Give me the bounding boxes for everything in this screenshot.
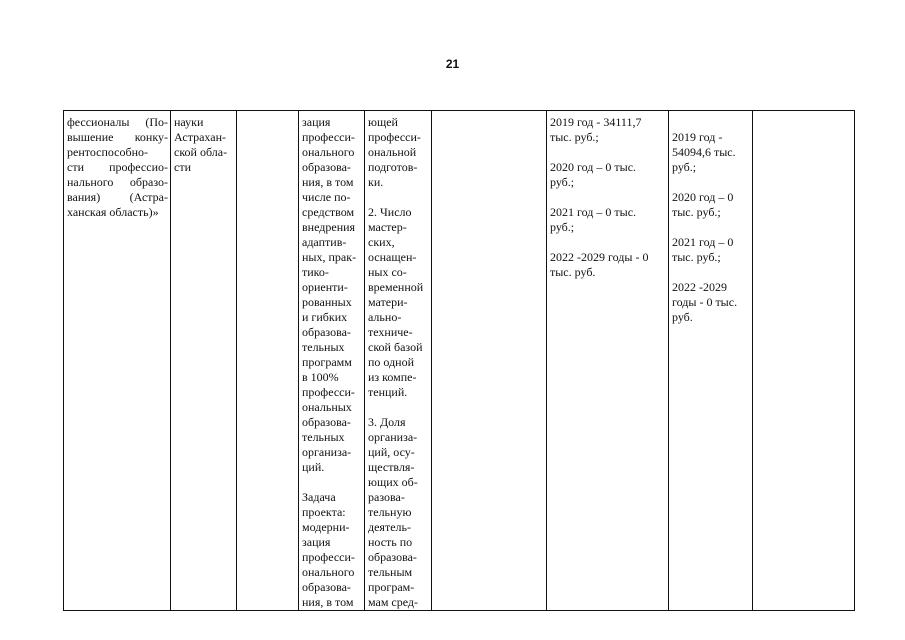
page-number: 21: [445, 57, 460, 71]
project-name-line: сти профессио-: [67, 160, 168, 174]
program-table: [63, 110, 855, 611]
goal-text: зация професси- онального образова- ния, в том числе по- средством внедрения адаптив- ных, прак- тико- ориенти- рованных и гибких образова- тельных программ в 100% професси- ональных образова- тельных организа- ций. Задача проекта: модерни- зация професси- онального образова- ния, в том: [302, 115, 357, 609]
indicators-text: ющей професси- ональной подготов- ки. 2. Число мастер- ских, оснащен- ных со- временной матери- ально- техниче- ской базой по одной из компе- тенций. 3. Доля организа- ций, осу- ществля- ющих об- разова- тельную деятель- ность по образова- тельным програм- мам сред-: [368, 115, 424, 609]
project-name-line: нального образо-: [67, 175, 168, 189]
table-cell-empty-9: [753, 111, 855, 611]
project-name-text: [67, 115, 168, 220]
table-cell-indicators: [365, 111, 432, 611]
project-name-line: ханская область)»: [67, 205, 159, 219]
funding-federal-text: 2019 год - 34111,7 тыс. руб.; 2020 год – 0 тыс. руб.; 2021 год – 0 тыс. руб.; 2022 -2029 годы - 0 тыс. руб.: [550, 115, 649, 279]
project-name-line: рентоспособно-: [67, 145, 149, 159]
table-row: [64, 111, 855, 611]
table-cell-executor: [171, 111, 237, 611]
table-cell-funding-federal: [547, 111, 669, 611]
project-name-line: вания) (Астра-: [67, 190, 168, 204]
executor-text: науки Астрахан- ской обла- сти: [174, 115, 228, 174]
table-cell-empty-3: [237, 111, 299, 611]
table-cell-project-name: [64, 111, 171, 611]
table-cell-funding-regional: [669, 111, 753, 611]
table-cell-goal: [299, 111, 365, 611]
funding-regional-text: 2019 год - 54094,6 тыс. руб.; 2020 год – 0 тыс. руб.; 2021 год – 0 тыс. руб.; 2022 -2029 годы - 0 тыс. руб.: [672, 130, 738, 324]
table-cell-empty-6: [432, 111, 547, 611]
project-name-line: фессионалы (По-: [67, 115, 168, 129]
project-name-line: вышение конку-: [67, 130, 168, 144]
